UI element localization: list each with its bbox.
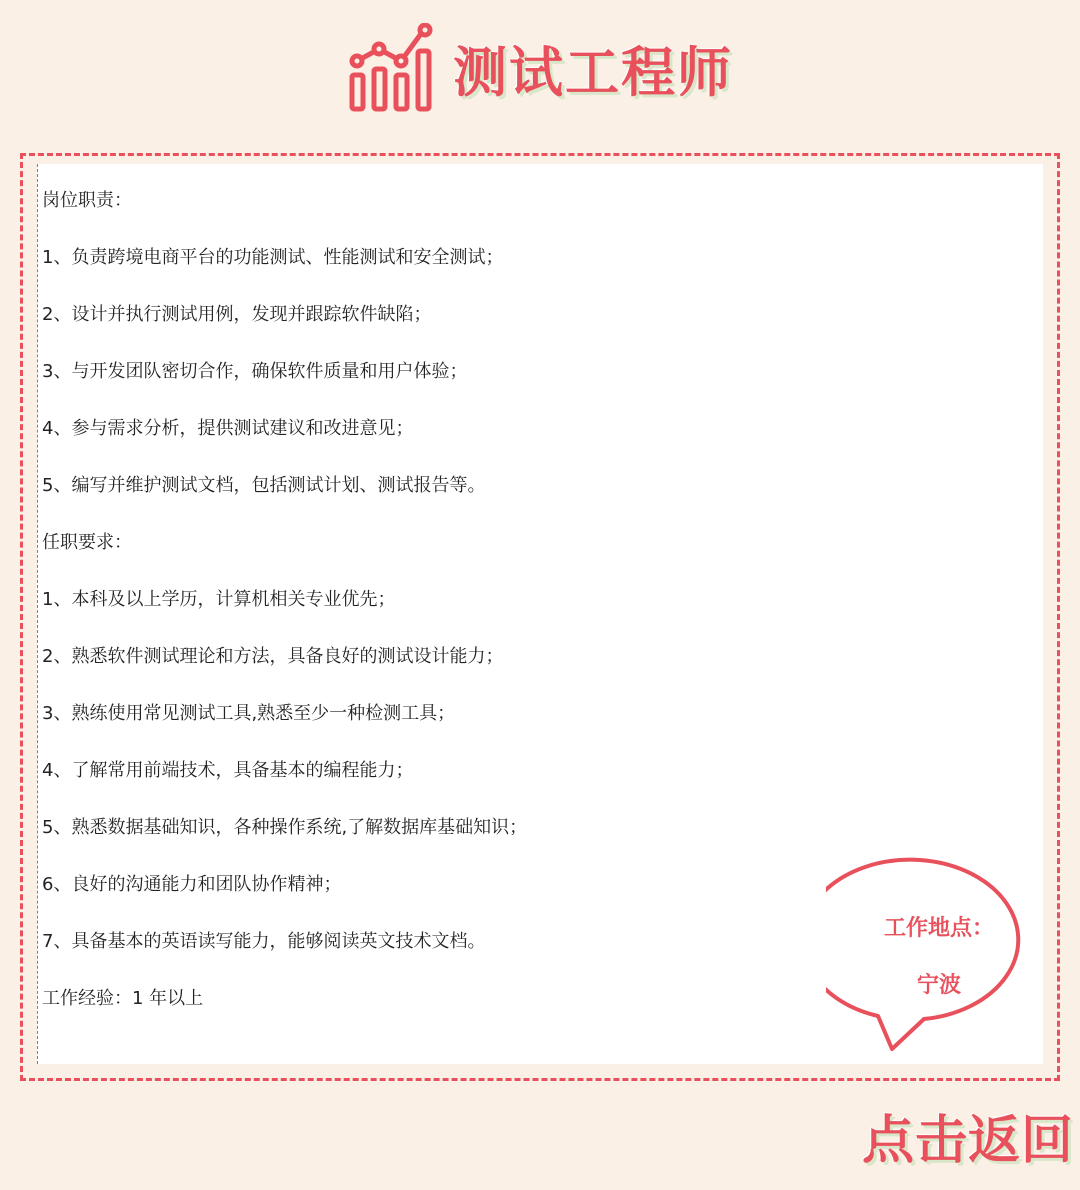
- back-button[interactable]: 点击返回: [861, 1111, 1074, 1171]
- requirement-item: 5、熟悉数据基础知识，各种操作系统,了解数据库基础知识；: [42, 817, 528, 838]
- experience-requirement: 工作经验：1 年以上: [42, 988, 204, 1009]
- section-heading-requirements: 任职要求：: [42, 532, 132, 553]
- location-label: 工作地点：: [883, 916, 994, 941]
- requirement-item: 3、熟练使用常见测试工具,熟悉至少一种检测工具；: [42, 703, 456, 724]
- section-heading-duties: 岗位职责：: [42, 190, 132, 211]
- requirement-item: 7、具备基本的英语读写能力，能够阅读英文技术文档。: [42, 931, 486, 952]
- duty-item: 5、编写并维护测试文档，包括测试计划、测试报告等。: [42, 475, 486, 496]
- bar-chart-growth-icon: [347, 23, 437, 113]
- location-bubble: [826, 856, 1052, 1056]
- speech-bubble-shape: [826, 856, 1052, 1056]
- requirement-item: 2、熟悉软件测试理论和方法，具备良好的测试设计能力；: [42, 646, 504, 667]
- duty-item: 2、设计并执行测试用例，发现并跟踪软件缺陷；: [42, 304, 432, 325]
- requirement-item: 1、本科及以上学历，计算机相关专业优先；: [42, 589, 396, 610]
- page-title: 测试工程师: [453, 40, 733, 104]
- requirement-item: 6、良好的沟通能力和团队协作精神；: [42, 874, 342, 895]
- page-header: [0, 18, 1080, 118]
- job-description-text: [42, 164, 842, 1019]
- duty-item: 1、负责跨境电商平台的功能测试、性能测试和安全测试；: [42, 247, 504, 268]
- duty-item: 4、参与需求分析，提供测试建议和改进意见；: [42, 418, 414, 439]
- location-city: 宁波: [916, 973, 961, 998]
- requirement-item: 4、了解常用前端技术，具备基本的编程能力；: [42, 760, 414, 781]
- duty-item: 3、与开发团队密切合作，确保软件质量和用户体验；: [42, 361, 468, 382]
